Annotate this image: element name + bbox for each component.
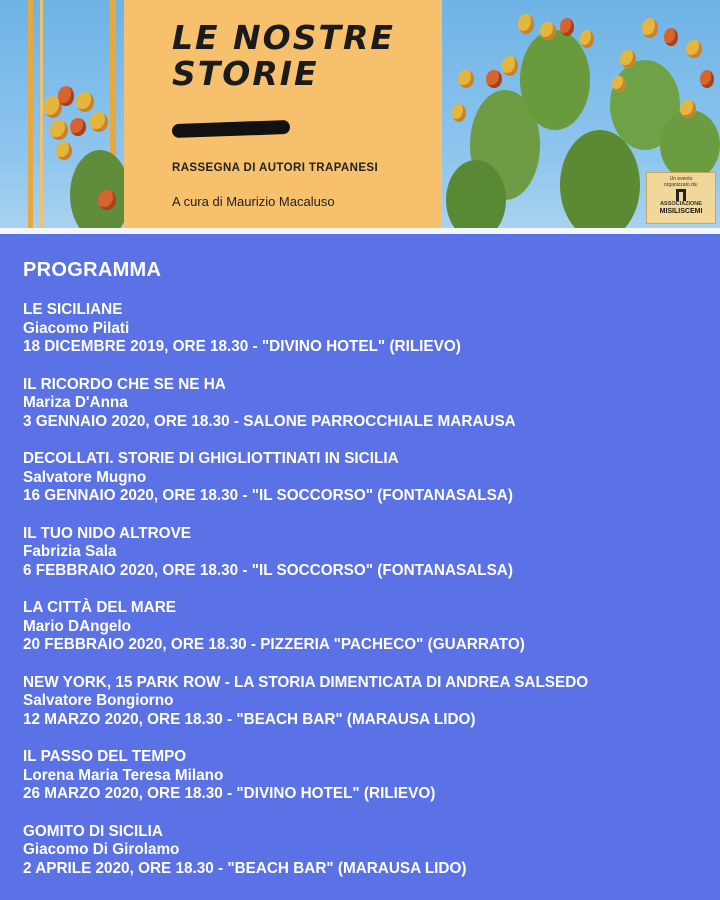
event-book-title: LA CITTÀ DEL MARE [23, 599, 176, 616]
cactus-fruit [540, 22, 556, 40]
programme-section [23, 258, 713, 897]
organizer-line1: ASSOCIAZIONE [660, 201, 702, 207]
event-author: Fabrizia Sala [23, 543, 117, 560]
event-author: Mariza D'Anna [23, 394, 128, 411]
cactus-fruit [76, 92, 94, 112]
event-book-title: IL RICORDO CHE SE NE HA [23, 375, 226, 393]
event-details: 2 APRILE 2020, ORE 18.30 - "BEACH BAR" (MARAUSA LIDO) [23, 859, 467, 877]
event-details: 18 DICEMBRE 2019, ORE 18.30 - "DIVINO HOTEL" (RILIEVO) [23, 338, 461, 355]
title-card [124, 0, 442, 228]
event-item [23, 525, 713, 581]
header-banner [0, 0, 720, 228]
brush-stroke [172, 120, 290, 138]
programme-heading: PROGRAMMA [23, 259, 162, 281]
event-details: 6 FEBBRAIO 2020, ORE 18.30 - "IL SOCCORSO" (FONTANASALSA) [23, 561, 513, 579]
event-author: Salvatore Mugno [23, 468, 147, 486]
event-book-title: GOMITO DI SICILIA [23, 822, 163, 840]
divider [0, 228, 720, 234]
event-details: 26 MARZO 2020, ORE 18.30 - "DIVINO HOTEL" (RILIEVO) [23, 785, 436, 802]
event-book-title: NEW YORK, 15 PARK ROW - LA STORIA DIMENTICATA DI ANDREA SALSEDO [23, 673, 589, 691]
cactus-fruit [50, 120, 68, 140]
photo-stripe [28, 0, 33, 228]
cactus-fruit [70, 118, 86, 136]
event-book-title: IL PASSO DEL TEMPO [23, 748, 187, 765]
event-item [23, 376, 713, 432]
event-details: 12 MARZO 2020, ORE 18.30 - "BEACH BAR" (MARAUSA LIDO) [23, 710, 476, 728]
photo-stripe [40, 0, 43, 228]
cactus-fruit [58, 86, 74, 106]
cactus-fruit [680, 100, 696, 118]
cactus-fruit [560, 18, 574, 36]
cactus-fruit [642, 18, 658, 38]
event-item [23, 748, 713, 804]
event-curator: A cura di Maurizio Macaluso [172, 194, 335, 209]
cactus-pad [660, 110, 720, 180]
event-item [23, 301, 713, 357]
cactus-fruit [486, 70, 502, 88]
event-title: LE NOSTRE STORIE [172, 18, 395, 93]
cactus-fruit [580, 30, 594, 48]
cactus-fruit [664, 28, 678, 46]
event-book-title: LE SICILIANE [23, 301, 123, 318]
cactus-pad [70, 150, 130, 228]
cactus-fruit [452, 104, 466, 122]
cactus-fruit [700, 70, 714, 88]
event-author: Lorena Maria Teresa Milano [23, 766, 224, 784]
event-item [23, 450, 713, 506]
cactus-fruit [56, 142, 72, 160]
cactus-fruit [98, 190, 116, 210]
cactus-fruit [686, 40, 702, 58]
organizer-logo [646, 172, 716, 224]
event-book-title: DECOLLATI. STORIE DI GHIGLIOTTINATI IN SICILIA [23, 450, 399, 467]
event-item [23, 674, 713, 730]
organizer-caption: Un evento organizzato da: [663, 176, 699, 188]
event-details: 3 GENNAIO 2020, ORE 18.30 - SALONE PARROCCHIALE MARAUSA [23, 412, 516, 430]
event-author: Giacomo Di Girolamo [23, 841, 180, 858]
cactus-fruit [502, 56, 518, 76]
event-book-title: IL TUO NIDO ALTROVE [23, 524, 191, 542]
organizer-line2: MISILISCEMI [659, 208, 703, 215]
event-details: 20 FEBBRAIO 2020, ORE 18.30 - PIZZERIA "PACHECO" (GUARRATO) [23, 636, 525, 653]
event-author: Salvatore Bongiorno [23, 692, 174, 709]
cactus-fruit [458, 70, 474, 88]
event-details: 16 GENNAIO 2020, ORE 18.30 - "IL SOCCORSO" (FONTANASALSA) [23, 487, 513, 504]
event-item [23, 823, 713, 879]
cactus-fruit [90, 112, 108, 132]
cactus-fruit [518, 14, 534, 34]
event-subtitle: RASSEGNA DI AUTORI TRAPANESI [172, 162, 379, 174]
arch-icon [674, 189, 688, 201]
event-author: Giacomo Pilati [23, 319, 130, 337]
cactus-pad [520, 30, 590, 130]
cactus-fruit [612, 76, 626, 92]
cactus-fruit [620, 50, 636, 68]
event-author: Mario DAngelo [23, 617, 131, 635]
event-item [23, 599, 713, 655]
